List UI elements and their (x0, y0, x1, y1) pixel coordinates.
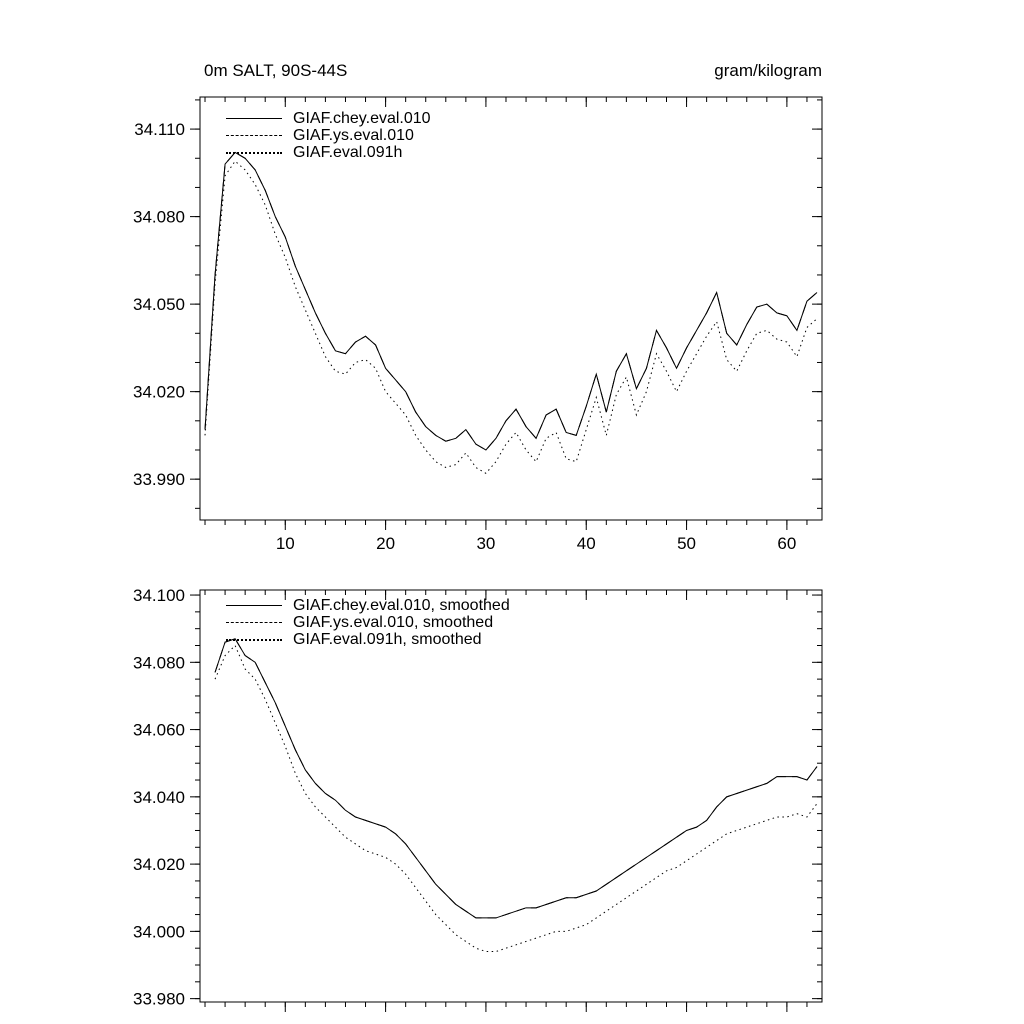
chart1-legend (226, 110, 431, 161)
dotted-line-sample-icon (226, 152, 282, 154)
y-tick-label: 33.980 (133, 989, 185, 1009)
solid-line-sample-icon (226, 605, 282, 606)
chart1-units-label: gram/kilogram (714, 61, 822, 80)
y-tick-label: 34.080 (133, 653, 185, 673)
dashed-line-sample-icon (226, 622, 282, 623)
x-tick-label: 30 (476, 534, 496, 553)
y-tick-label: 34.100 (133, 586, 185, 606)
y-tick-label: 34.080 (133, 207, 185, 227)
x-tick-label: 50 (677, 534, 697, 553)
chart1-title: 0m SALT, 90S-44S (204, 61, 348, 80)
chart-frame-group (190, 97, 822, 530)
series-line-solid (215, 639, 817, 918)
series-line-dotted (215, 645, 817, 951)
y-tick-label: 34.020 (133, 855, 185, 875)
dashed-line-sample-icon (226, 135, 282, 136)
y-tick-label: 34.020 (133, 382, 185, 402)
legend-label: GIAF.chey.eval.010 (293, 110, 431, 127)
legend-label: GIAF.ys.eval.010 (293, 127, 414, 144)
legend-item (226, 597, 510, 614)
series-line-dashed (215, 639, 817, 918)
x-tick-label: 10 (275, 534, 295, 553)
series-line-solid (205, 152, 817, 450)
legend-item (226, 614, 510, 631)
series-line-dotted (205, 161, 817, 473)
x-tick-label: 40 (576, 534, 596, 553)
y-tick-label: 34.000 (133, 922, 185, 942)
legend-item (226, 144, 431, 161)
dotted-line-sample-icon (226, 639, 282, 641)
legend-item (226, 127, 431, 144)
x-tick-label: 60 (777, 534, 797, 553)
x-tick-label: 20 (376, 534, 396, 553)
y-tick-label: 33.990 (133, 470, 185, 490)
series-line-dashed (205, 152, 817, 450)
y-tick-label: 34.060 (133, 720, 185, 740)
legend-label: GIAF.chey.eval.010, smoothed (293, 597, 510, 614)
legend-label: GIAF.eval.091h, smoothed (293, 631, 482, 648)
legend-label: GIAF.eval.091h (293, 144, 403, 161)
solid-line-sample-icon (226, 118, 282, 119)
y-tick-label: 34.040 (133, 787, 185, 807)
legend-item (226, 631, 510, 648)
y-tick-label: 34.050 (133, 295, 185, 315)
legend-label: GIAF.ys.eval.010, smoothed (293, 614, 494, 631)
chart2-legend (226, 597, 510, 648)
legend-item (226, 110, 431, 127)
y-tick-label: 34.110 (134, 120, 185, 140)
chart-frame-group (190, 590, 822, 1012)
